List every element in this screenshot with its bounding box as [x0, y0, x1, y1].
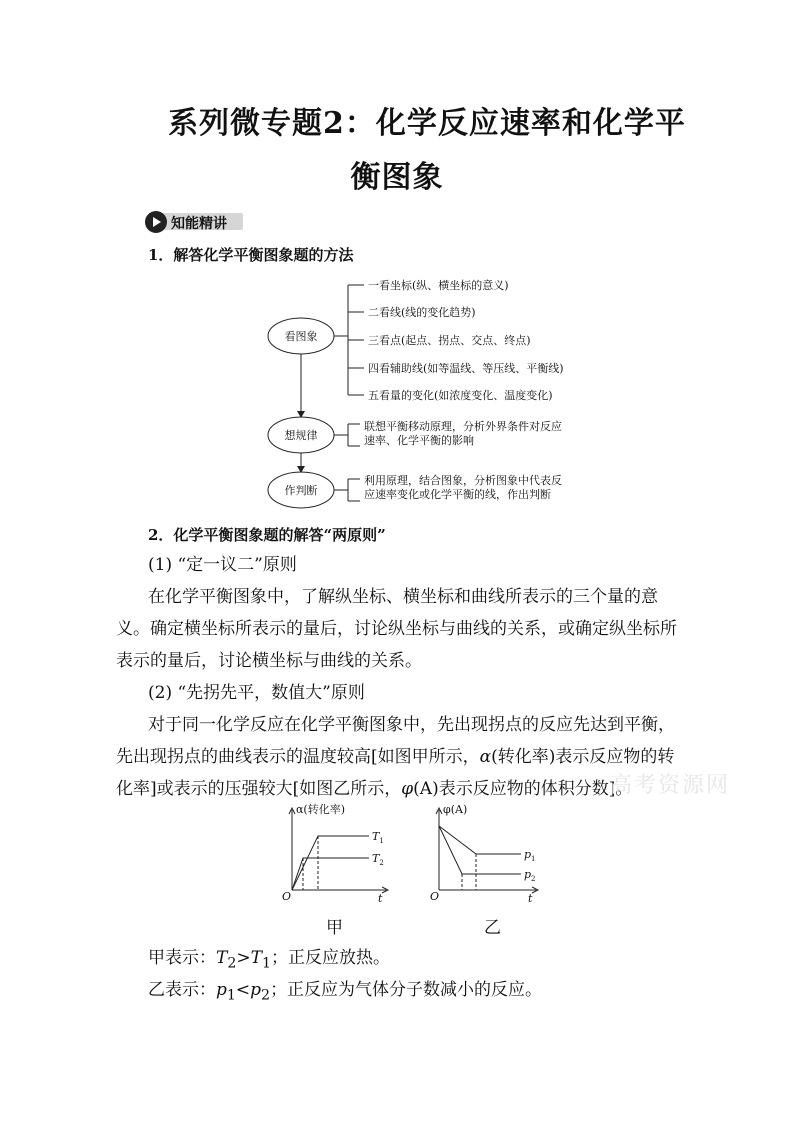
- curve-t2: [292, 836, 369, 890]
- look-item: 四看辅助线(如等温线、等压线、平衡线): [368, 362, 564, 375]
- method-flow-diagram: [260, 272, 600, 512]
- page-title-line2: 衡图象: [350, 160, 444, 195]
- node-think-label: 想规律: [284, 429, 318, 442]
- page-title-line1: 系列微专题2：化学反应速率和化学平: [168, 106, 686, 141]
- jia-xlabel: t: [378, 892, 383, 905]
- rule2-paragraph: [116, 709, 686, 805]
- section1-heading: 1．解答化学平衡图象题的方法: [148, 246, 354, 264]
- yi-origin: O: [430, 890, 440, 903]
- judge-text-line1: 利用原理，结合图象，分析图象中代表反: [364, 474, 562, 487]
- curve-p1: [439, 826, 521, 854]
- caption-jia: 甲: [326, 918, 343, 938]
- curve-t1: [292, 858, 369, 890]
- rule2-title: (2) “先拐先平，数值大”原则: [148, 683, 365, 703]
- jia-origin: O: [282, 890, 292, 903]
- section-badge: [145, 211, 245, 233]
- yi-curve-top: $p_1$: [524, 848, 536, 863]
- think-text-line1: 联想平衡移动原理，分析外界条件对反应: [364, 420, 562, 433]
- rule2-text-c: (A)表示反应物的体积分数]。: [413, 779, 633, 799]
- think-text-line2: 速率、化学平衡的影响: [364, 434, 474, 447]
- conclusion-jia: 甲表示：$T_2>T_1$；正反应放热。: [148, 948, 390, 972]
- alpha-symbol: α: [479, 747, 492, 767]
- judge-text-line2: 应速率变化或化学平衡的线，作出判断: [364, 488, 551, 501]
- node-judge-label: 作判断: [284, 484, 318, 497]
- figure-jia: [278, 800, 398, 910]
- look-item: 一看坐标(纵、横坐标的意义): [368, 279, 509, 292]
- jia-curve-bottom: $T_2$: [372, 852, 384, 867]
- rule1-title: (1) “定一议二”原则: [148, 555, 297, 575]
- jia-curve-top: $T_1$: [372, 830, 384, 845]
- yi-ylabel: φ(A): [443, 803, 468, 816]
- section2-heading: 2．化学平衡图象题的解答“两原则”: [148, 526, 386, 544]
- arrow-right-icon: [145, 211, 167, 233]
- yi-xlabel: t: [528, 892, 533, 905]
- look-item: 五看量的变化(如浓度变化、温度变化): [368, 389, 553, 402]
- look-item: 二看线(线的变化趋势): [368, 306, 476, 319]
- phi-symbol: φ: [401, 779, 414, 799]
- rule2-text-a: 对于同一化学反应在化学平衡图象中，先出现拐点的反应先达到平衡，先出现拐点的曲线表示的温度较高[如图甲所示，: [116, 715, 675, 767]
- caption-yi: 乙: [484, 918, 501, 938]
- rule1-paragraph: 在化学平衡图象中，了解纵坐标、横坐标和曲线所表示的三个量的意义。确定横坐标所表示的量后，讨论纵坐标与曲线的关系，或确定纵坐标所表示的量后，讨论横坐标与曲线的关系。: [116, 587, 677, 671]
- look-item: 三看点(起点、拐点、交点、终点): [368, 334, 531, 347]
- badge-label: 知能精讲: [171, 216, 227, 232]
- conclusion-yi: 乙表示：$p_1<p_2$；正反应为气体分子数减小的反应。: [148, 980, 543, 1004]
- yi-curve-bottom: $p_2$: [524, 868, 536, 883]
- watermark: 高考资源网: [610, 773, 731, 798]
- node-look-label: 看图象: [284, 330, 318, 343]
- curve-p2: [439, 826, 521, 874]
- figure-yi: [428, 800, 548, 910]
- rule2-text-b: (转化率)表示反应物的转化率]或表示的压强较大[如图乙所示，: [116, 747, 675, 799]
- jia-ylabel: α(转化率): [296, 803, 346, 816]
